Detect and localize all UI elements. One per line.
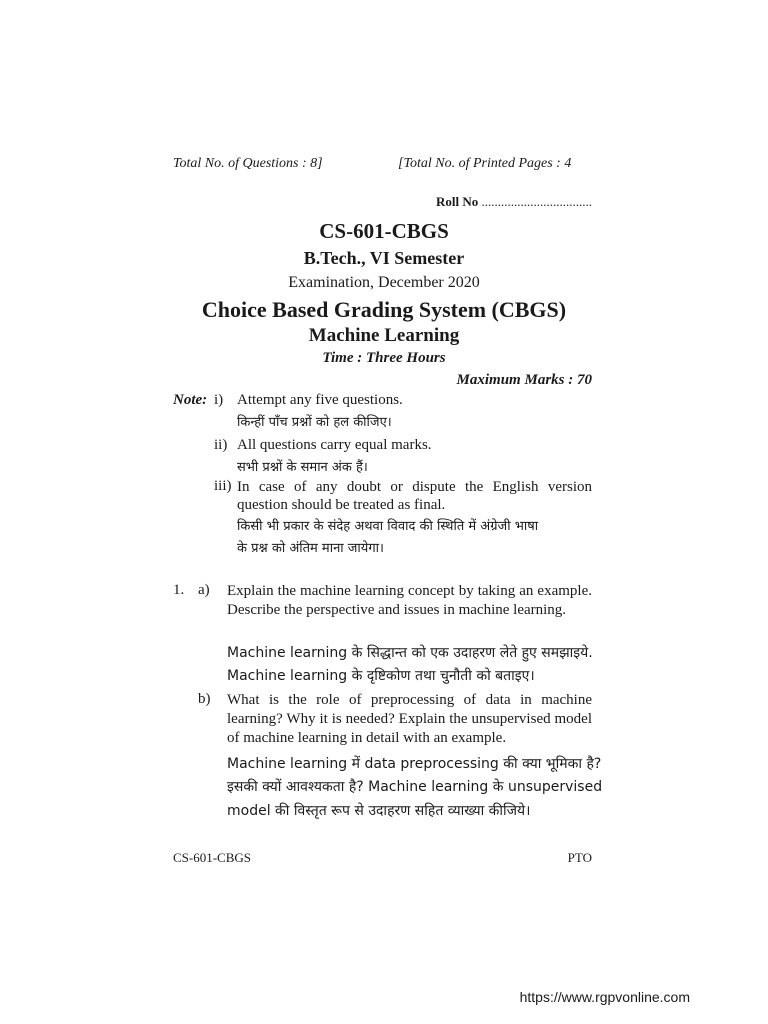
note-item-english: In case of any doubt or dispute the English version question should be treated as final. [237,479,592,513]
note-item-hindi: किन्हीं पाँच प्रश्नों को हल कीजिए। [237,415,392,430]
note-item-english: Attempt any five questions. [237,392,403,408]
source-url[interactable]: https://www.rgpvonline.com [519,989,690,1005]
total-printed-pages: [Total No. of Printed Pages : 4 [398,156,572,171]
roll-number-line [400,194,592,210]
footer-paper-code: CS-601-CBGS [173,850,252,865]
question-part-english: Explain the machine learning concept by taking an example. Describe the perspective and issues in machine learning. [227,583,592,618]
note-item-hindi: सभी प्रश्नों के समान अंक हैं। [237,460,368,475]
question-part-hindi: model की विस्तृत रूप से उदाहरण सहित व्याख्या कीजिये। [227,803,531,819]
question-part-hindi: Machine learning के दृष्टिकोण तथा चुनौती को बताइए। [227,668,535,684]
question-part-english: What is the role of preprocessing of data in machine learning? Why it is needed? Explain the unsupervised model of machine learning in detail with an example. [227,692,592,746]
exam-duration: Time : Three Hours [322,350,446,366]
footer-pto: PTO [567,850,592,865]
question-part-label: a) [198,582,210,598]
question-part-hindi: Machine learning में data preprocessing की क्या भूमिका है? [227,756,602,772]
total-questions: Total No. of Questions : 8] [173,156,323,171]
note-item-english: All questions carry equal marks. [237,437,432,453]
semester-title: B.Tech., VI Semester [303,248,465,268]
roll-number-label: Roll No [436,194,479,209]
question-part-hindi: Machine learning के सिद्धान्त को एक उदाहरण लेते हुए समझाइये. [227,645,593,661]
maximum-marks: Maximum Marks : 70 [456,372,592,388]
examination-title: Examination, December 2020 [288,274,480,291]
note-item-number: iii) [214,478,232,494]
note-item-number: i) [214,392,224,408]
question-part-hindi: इसकी क्यों आवश्यकता है? Machine learning के unsupervised [227,779,603,795]
question-part-label: b) [198,691,211,707]
note-item-hindi: किसी भी प्रकार के संदेह अथवा विवाद की स्थिति में अंग्रेजी भाषा [237,519,539,534]
question-number: 1. [173,582,185,598]
note-item-number: ii) [214,437,228,453]
paper-code: CS-601-CBGS [319,219,449,243]
roll-number-blank: .................................. [478,194,592,209]
grading-system-title: Choice Based Grading System (CBGS) [201,297,567,322]
note-label: Note: [173,392,208,408]
note-item-hindi: के प्रश्न को अंतिम माना जायेगा। [237,541,384,556]
subject-title: Machine Learning [308,325,460,346]
